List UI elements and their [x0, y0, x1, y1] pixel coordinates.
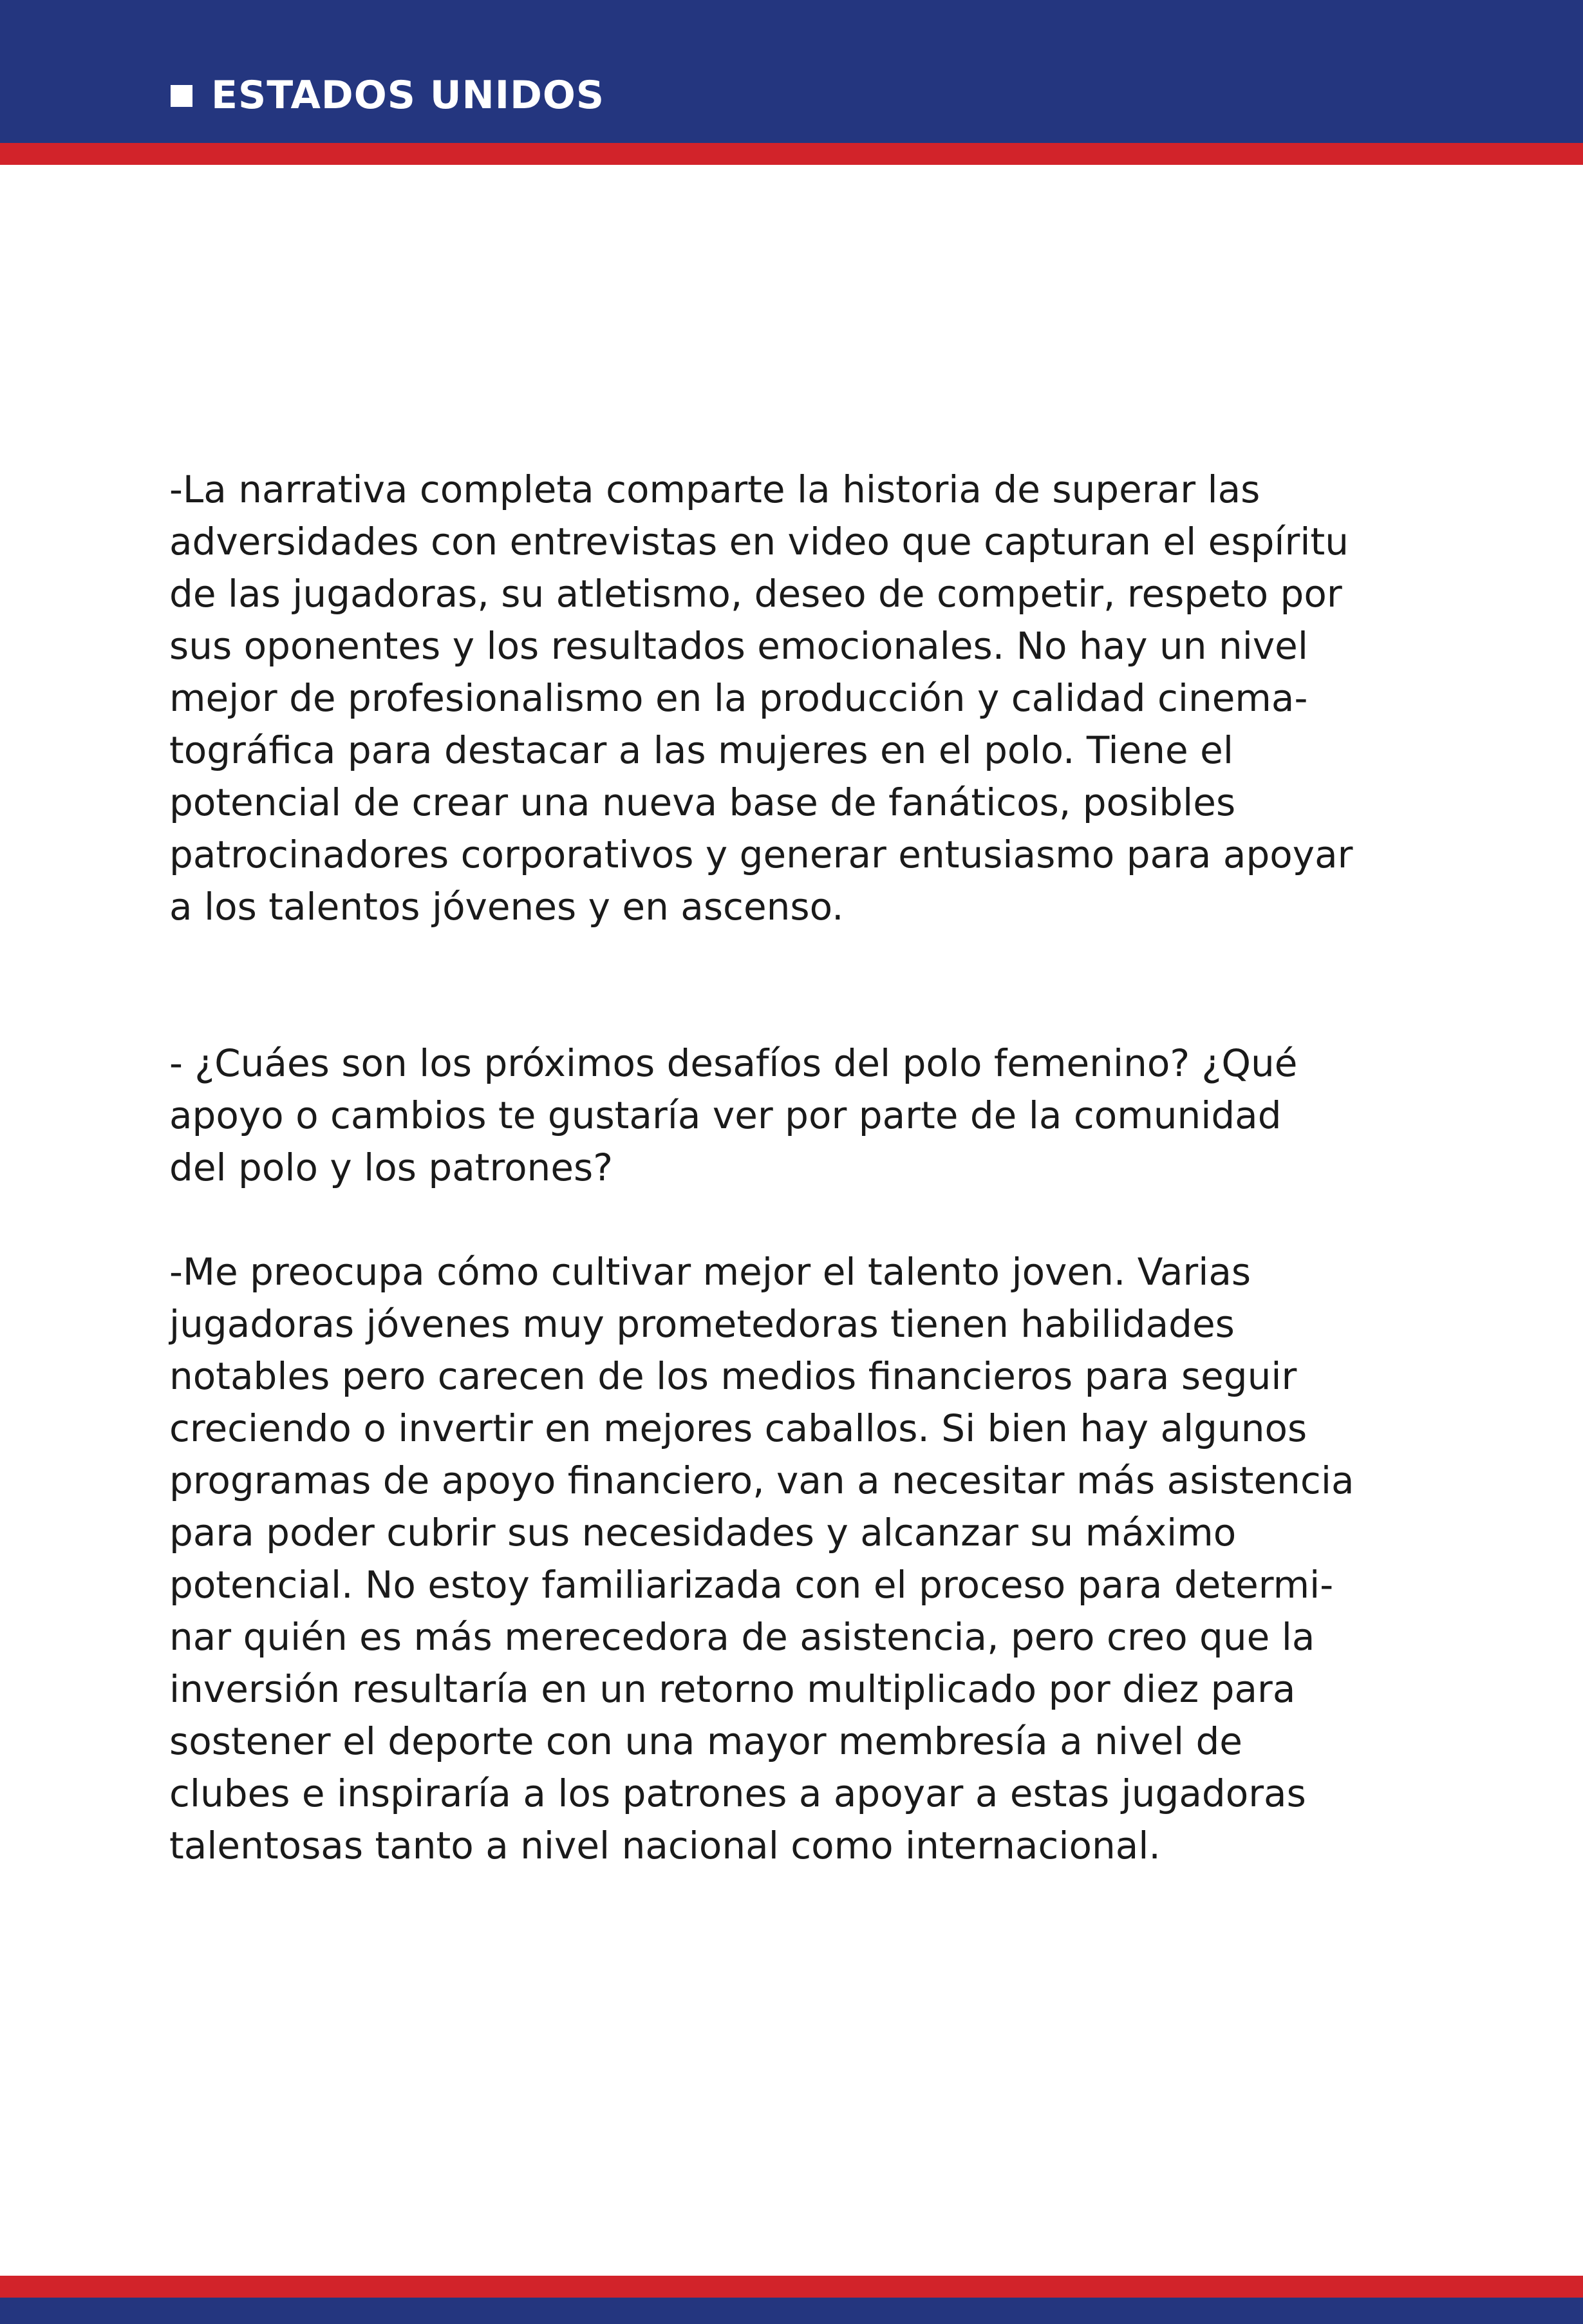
text-line: potencial. No estoy familiarizada con el proceso para determi- — [169, 1563, 1334, 1607]
footer-accent-stripe — [0, 2276, 1583, 2298]
text-line: del polo y los patrones? — [169, 1146, 614, 1189]
text-line: patrocinadores corporativos y generar entusiasmo para apoyar — [169, 833, 1353, 876]
paragraph-spacer — [169, 933, 1457, 1037]
text-line: notables pero carecen de los medios financieros para seguir — [169, 1354, 1297, 1398]
paragraph-spacer — [169, 1194, 1457, 1246]
text-line: potencial de crear una nueva base de fanáticos, posibles — [169, 780, 1236, 824]
text-line: talentosas tanto a nivel nacional como internacional. — [169, 1824, 1161, 1867]
answer-paragraph-2 — [169, 1246, 1457, 1872]
text-line: tográfica para destacar a las mujeres en el polo. Tiene el — [169, 728, 1233, 772]
square-bullet-icon — [171, 85, 192, 107]
text-line: a los talentos jóvenes y en ascenso. — [169, 885, 844, 929]
text-line: para poder cubrir sus necesidades y alcanzar su máximo — [169, 1511, 1237, 1554]
text-line: -Me preocupa cómo cultivar mejor el talento joven. Varias — [169, 1250, 1251, 1294]
text-line: nar quién es más merecedora de asistencia, pero creo que la — [169, 1615, 1315, 1659]
text-line: mejor de profesionalismo en la producción y calidad cinema- — [169, 676, 1308, 720]
answer-paragraph-1 — [169, 464, 1457, 933]
text-line: sus oponentes y los resultados emocionales. No hay un nivel — [169, 624, 1308, 668]
article-body — [169, 464, 1457, 1872]
text-line: -La narrativa completa comparte la historia de superar las — [169, 468, 1260, 511]
text-line: inversión resultaría en un retorno multiplicado por diez para — [169, 1667, 1296, 1711]
text-line: clubes e inspiraría a los patrones a apoyar a estas jugadoras — [169, 1771, 1306, 1815]
text-line: sostener el deporte con una mayor membresía a nivel de — [169, 1719, 1242, 1763]
text-line: de las jugadoras, su atletismo, deseo de competir, respeto por — [169, 572, 1342, 616]
section-title: ESTADOS UNIDOS — [211, 73, 605, 118]
text-line: - ¿Cuáes son los próximos desafíos del polo femenino? ¿Qué — [169, 1041, 1298, 1085]
header-accent-stripe — [0, 143, 1583, 165]
text-line: programas de apoyo financiero, van a necesitar más asistencia — [169, 1459, 1354, 1502]
text-line: creciendo o invertir en mejores caballos. Si bien hay algunos — [169, 1406, 1307, 1450]
question-paragraph — [169, 1037, 1457, 1194]
text-line: jugadoras jóvenes muy prometedoras tienen habilidades — [169, 1302, 1235, 1346]
text-line: adversidades con entrevistas en video que capturan el espíritu — [169, 520, 1349, 563]
footer-band — [0, 2298, 1583, 2324]
text-line: apoyo o cambios te gustaría ver por parte de la comunidad — [169, 1093, 1282, 1137]
